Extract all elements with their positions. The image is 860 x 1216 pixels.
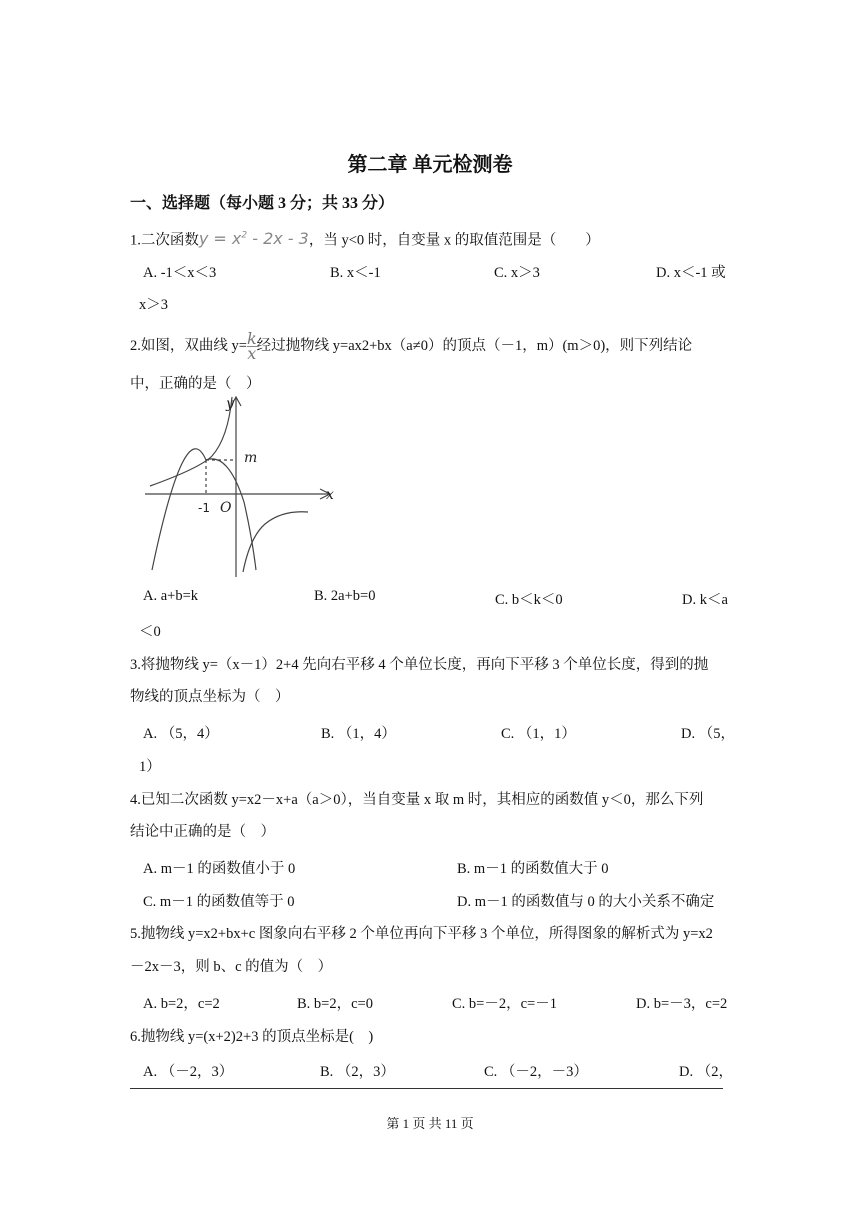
q6-option-a: A. （－2，3）: [143, 1064, 234, 1080]
q4-line1: 4.已知二次函数 y=x2－x+a（a＞0），当自变量 x 取 m 时，其相应的函数值 y＜0，那么下列: [130, 792, 704, 808]
q6-option-d: D. （2，: [679, 1064, 733, 1080]
q4-line2: 结论中正确的是（ ）: [130, 824, 275, 840]
q2-option-c: C. b＜k＜0: [495, 592, 563, 608]
q2-line2: 中，正确的是（ ）: [130, 376, 261, 392]
q2-frac-num: k: [246, 329, 257, 349]
q3-option-c: C. （1，1）: [501, 726, 576, 742]
graph-label-m: m: [244, 450, 258, 466]
q6-option-c: C. （－2，－3）: [484, 1064, 588, 1080]
graph-label-y: y: [226, 396, 234, 412]
q2-suffix: 经过抛物线 y=ax2+bx（a≠0）的顶点（－1，m）(m＞0)，则下列结论: [256, 338, 693, 354]
hyperbola-left-branch: [150, 397, 232, 486]
q4-option-a: A. m－1 的函数值小于 0: [143, 861, 296, 877]
q5-option-a: A. b=2，c=2: [143, 996, 220, 1012]
q3-option-a: A. （5，4）: [143, 726, 219, 742]
q1-option-b: B. x＜-1: [330, 265, 381, 281]
q3-option-b: B. （1，4）: [321, 726, 396, 742]
section-heading: 一、选择题（每小题 3 分；共 33 分）: [130, 195, 395, 212]
graph-label-neg1: -1: [198, 501, 210, 515]
q3-option-d: D. （5，: [681, 726, 735, 742]
q1-option-c: C. x＞3: [494, 265, 540, 281]
q2-option-d: D. k＜a: [682, 592, 728, 608]
q1-option-d-wrap: x＞3: [139, 297, 168, 313]
q1-prefix: 1.二次函数: [130, 232, 199, 249]
q5-option-b: B. b=2，c=0: [297, 996, 373, 1012]
q2-option-b: B. 2a+b=0: [314, 588, 376, 604]
q2-option-d-wrap: ＜0: [139, 624, 161, 640]
question-2: [130, 328, 692, 364]
q5-line2: －2x－3，则 b、c 的值为（ ）: [130, 959, 333, 975]
q1-option-d: D. x＜-1 或: [656, 265, 726, 281]
q3-option-d-wrap: 1）: [139, 759, 161, 775]
q2-prefix: 2.如图，双曲线 y=: [130, 338, 247, 354]
q2-graph: [140, 392, 340, 582]
question-1: [130, 226, 600, 250]
q3-line1: 3.将抛物线 y=（x－1）2+4 先向右平移 4 个单位长度，再向下平移 3 个单位长度，得到的抛: [130, 657, 709, 673]
page-title: 第二章 单元检测卷: [347, 154, 513, 176]
q4-option-b: B. m－1 的函数值大于 0: [457, 861, 609, 877]
q6-option-b: B. （2，3）: [320, 1064, 395, 1080]
q5-option-c: C. b=－2，c=－1: [452, 996, 557, 1012]
q5-line1: 5.抛物线 y=x2+bx+c 图象向右平移 2 个单位再向下平移 3 个单位，所得图象的解析式为 y=x2: [130, 926, 713, 942]
q1-suffix: ，当 y<0 时，自变量 x 的取值范围是（ ）: [308, 232, 600, 249]
q5-option-d: D. b=－3，c=2: [636, 996, 728, 1012]
q3-line2: 物线的顶点坐标为（ ）: [130, 689, 290, 705]
hyperbola-right-branch: [243, 512, 308, 572]
q4-option-d: D. m－1 的函数值与 0 的大小关系不确定: [457, 894, 715, 910]
q1-formula-image: $y = x^2 - 2x - 3$: [198, 229, 309, 249]
q4-option-c: C. m－1 的函数值等于 0: [143, 894, 295, 910]
graph-label-x: x: [326, 487, 334, 503]
q2-option-a: A. a+b=k: [143, 588, 199, 604]
graph-label-origin: O: [220, 500, 232, 516]
q2-frac-den: x: [247, 344, 257, 364]
footer-divider: [130, 1088, 723, 1089]
q2-fraction-k-over-x: [246, 329, 257, 364]
q1-option-a: A. -1＜x＜3: [143, 265, 217, 281]
q6-line1: 6.抛物线 y=(x+2)2+3 的顶点坐标是( ): [130, 1029, 374, 1045]
page-footer: 第 1 页 共 11 页: [386, 1116, 474, 1131]
